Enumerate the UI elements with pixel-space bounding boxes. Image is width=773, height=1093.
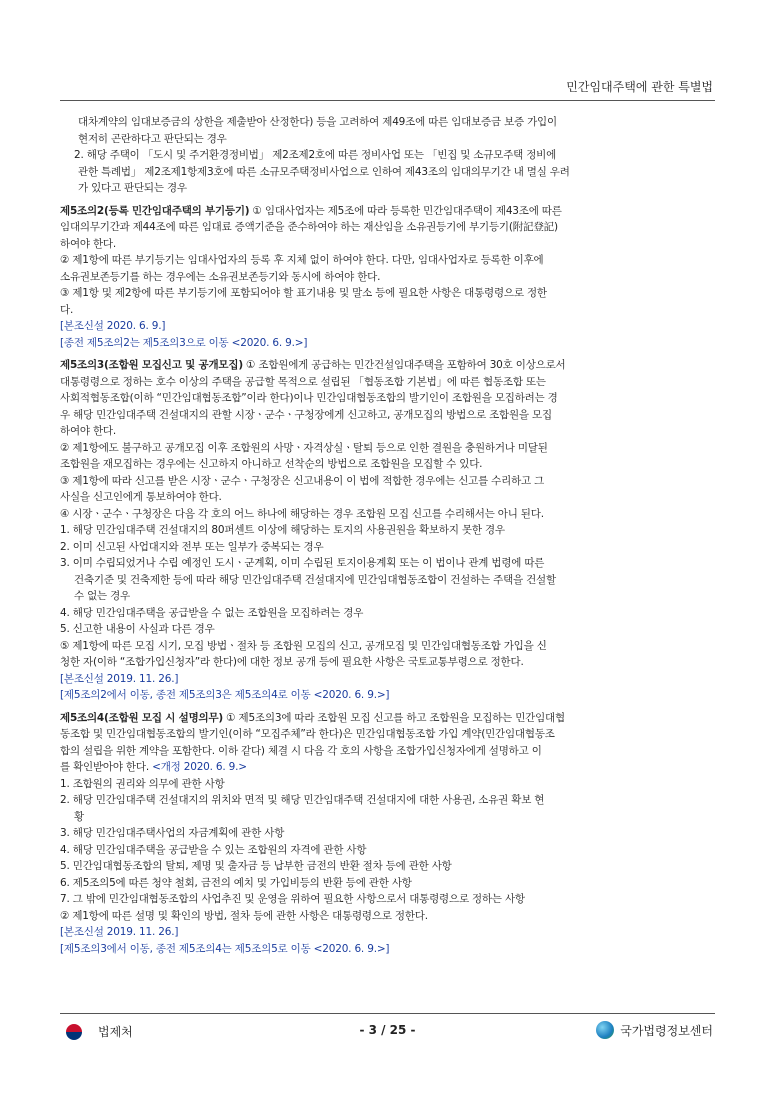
- amendment-note: [60, 687, 720, 704]
- text-line: [60, 219, 720, 236]
- text-line: [60, 759, 720, 776]
- line-text: ① 제5조의3에 따라 조합원 모집 신고를 하고 조합원을 모집하는 민간임대협: [223, 711, 565, 724]
- text-line: [60, 842, 720, 859]
- amendment-date: <개정 2020. 6. 9.>: [148, 761, 247, 773]
- text-line: [60, 792, 720, 809]
- line-text: 현저히 곤란하다고 판단되는 경우: [78, 132, 227, 145]
- text-line: [60, 605, 720, 622]
- line-text: 하여야 한다.: [60, 237, 116, 250]
- text-line: [60, 489, 720, 506]
- text-line: [60, 180, 720, 197]
- amendment-note: [60, 941, 720, 958]
- line-text: 사실을 신고인에게 통보하여야 한다.: [60, 491, 222, 503]
- line-text: ② 제1항에 따른 부기등기는 임대사업자의 등록 후 지체 없이 하여야 한다. 다만, 임대사업자로 등록한 이후에: [60, 254, 544, 266]
- line-text: 다.: [60, 303, 74, 316]
- text-line: [60, 407, 720, 424]
- text-line: [60, 473, 720, 490]
- text-line: [60, 147, 720, 164]
- text-line: [60, 809, 720, 826]
- line-text: [제5조의3에서 이동, 종전 제5조의4는 제5조의5로 이동 <2020. 6. 9.>]: [60, 942, 390, 955]
- line-text: 대차계약의 임대보증금의 상한을 제출받아 산정한다) 등을 고려하여 제49조에 따른 임대보증금 보증 가입이: [78, 116, 557, 128]
- line-text: 사회적협동조합(이하 “민간임대협동조합”이라 한다)이나 민간임대협동조합의 발기인이 조합원을 모집하려는 경: [60, 392, 558, 404]
- text-line: [60, 522, 720, 539]
- line-text: 동조합 및 민간임대협동조합의 발기인(이하 “모집주체”라 한다)은 민간임대협동조합 가입 계약(민간임대협동조: [60, 728, 555, 740]
- article-heading-line: [60, 357, 720, 374]
- line-text: [제5조의2에서 이동, 종전 제5조의3은 제5조의4로 이동 <2020. 6. 9.>]: [60, 689, 390, 701]
- line-text: [종전 제5조의2는 제5조의3으로 이동 <2020. 6. 9.>]: [60, 336, 308, 349]
- article-heading-line: [60, 710, 720, 727]
- text-line: [60, 390, 720, 407]
- text-line: [60, 638, 720, 655]
- text-line: [60, 269, 720, 286]
- line-text: 수 없는 경우: [74, 590, 130, 602]
- line-text: 5. 신고한 내용이 사실과 다른 경우: [60, 623, 215, 635]
- text-line: [60, 891, 720, 908]
- line-text: 황: [74, 810, 84, 823]
- footer-right: [596, 1021, 713, 1039]
- text-line: [60, 555, 720, 572]
- document-title: 민간임대주택에 관한 특별법: [566, 80, 713, 94]
- line-text: 6. 제5조의5에 따른 청약 철회, 금전의 예치 및 가입비등의 반환 등에 관한 사항: [60, 876, 412, 889]
- amendment-note: [60, 318, 720, 335]
- text-line: [60, 858, 720, 875]
- line-text: ⑤ 제1항에 따른 모집 시기, 모집 방법ㆍ절차 등 조합원 모집의 신고, 공개모집 및 민간임대협동조합 가입을 신: [60, 639, 547, 652]
- page-header: [60, 78, 715, 101]
- footer-center-label: 국가법령정보센터: [620, 1023, 713, 1038]
- text-line: [60, 236, 720, 253]
- line-text: 건축기준 및 건축제한 등에 따라 해당 민간임대주택 건설대지에 민간임대협동조합이 건설하는 주택을 건설할: [74, 573, 556, 586]
- line-text: ② 제1항에도 불구하고 공개모집 이후 조합원의 사망ㆍ자격상실ㆍ탈퇴 등으로 인한 결원을 충원하거나 미달된: [60, 441, 548, 454]
- line-text: 우 해당 민간임대주택 건설대지의 관할 시장ㆍ군수ㆍ구청장에게 신고하고, 공개모집의 방법으로 조합원을 모집: [60, 408, 552, 421]
- text-line: [60, 506, 720, 523]
- text-line: [60, 539, 720, 556]
- globe-logo-icon: [596, 1021, 614, 1039]
- line-text: 4. 해당 민간임대주택을 공급받을 수 없는 조합원을 모집하려는 경우: [60, 606, 364, 619]
- line-text: 3. 해당 민간임대주택사업의 자금계획에 관한 사항: [60, 827, 285, 839]
- text-line: [60, 621, 720, 638]
- text-line: [60, 164, 720, 181]
- text-line: [60, 456, 720, 473]
- line-text: [본조신설 2020. 6. 9.]: [60, 320, 166, 332]
- text-line: [60, 743, 720, 760]
- text-line: [60, 440, 720, 457]
- line-text: ① 조합원에게 공급하는 민간건설임대주택을 포함하여 30호 이상으로서: [242, 359, 566, 371]
- text-line: [60, 726, 720, 743]
- text-line: [60, 285, 720, 302]
- page-footer: [60, 1013, 715, 1048]
- line-text: 5. 민간임대협동조합의 탈퇴, 제명 및 출자금 등 납부한 금전의 반환 절차 등에 관한 사항: [60, 860, 452, 872]
- text-line: [60, 572, 720, 589]
- text-line: [60, 423, 720, 440]
- text-line: [60, 776, 720, 793]
- text-line: [60, 588, 720, 605]
- line-text: 합의 설립을 위한 계약을 포함한다. 이하 같다) 체결 시 다음 각 호의 사항을 조합가입신청자에게 설명하고 이: [60, 744, 542, 757]
- text-line: [60, 825, 720, 842]
- line-text: ③ 제1항에 따라 신고를 받은 시장ㆍ군수ㆍ구청장은 신고내용이 이 법에 적합한 경우에는 신고를 수리하고 그: [60, 474, 545, 487]
- text-line: [60, 875, 720, 892]
- article-title: 제5조의2(등록 민간임대주택의 부기등기): [60, 204, 250, 217]
- article-title: 제5조의4(조합원 모집 시 설명의무): [60, 711, 224, 724]
- line-text: 3. 이미 수립되었거나 수립 예정인 도시ㆍ군계획, 이미 수립된 토지이용계획 또는 이 법이나 관계 법령에 따른: [60, 557, 545, 569]
- text-line: [60, 908, 720, 925]
- line-text: 조합원을 재모집하는 경우에는 신고하지 아니하고 선착순의 방법으로 조합원을 모집할 수 있다.: [60, 458, 483, 470]
- text-line: [60, 374, 720, 391]
- line-text: [본조신설 2019. 11. 26.]: [60, 926, 179, 938]
- text-line: [60, 654, 720, 671]
- line-text: 2. 해당 주택이 「도시 및 주거환경정비법」 제2조제2호에 따른 정비사업 또는 「빈집 및 소규모주택 정비에: [74, 149, 557, 161]
- amendment-note: [60, 924, 720, 941]
- document-body: [60, 114, 720, 957]
- line-text: 2. 이미 신고된 사업대지와 전부 또는 일부가 중복되는 경우: [60, 540, 324, 553]
- line-text: [본조신설 2019. 11. 26.]: [60, 672, 179, 685]
- line-text: ③ 제1항 및 제2항에 따른 부기등기에 포함되어야 할 표기내용 및 말소 등에 필요한 사항은 대통령령으로 정한: [60, 287, 547, 299]
- line-text: 2. 해당 민간임대주택 건설대지의 위치와 면적 및 해당 민간임대주택 건설대지에 대한 사용권, 소유권 확보 현: [60, 794, 545, 806]
- line-text: 관한 특례법」 제2조제1항제3호에 따른 소규모주택정비사업으로 인하여 제43조의 임대의무기간 내 멸실 우려: [78, 165, 570, 178]
- text-line: [60, 302, 720, 319]
- text-line: [60, 114, 720, 131]
- line-text: 를 확인받아야 한다.: [60, 761, 149, 773]
- line-text: 1. 해당 민간임대주택 건설대지의 80퍼센트 이상에 해당하는 토지의 사용권원을 확보하지 못한 경우: [60, 524, 505, 536]
- line-text: ① 임대사업자는 제5조에 따라 등록한 민간임대주택이 제43조에 따른: [249, 204, 562, 217]
- line-text: 7. 그 밖에 민간임대협동조합의 사업추진 및 운영을 위하여 필요한 사항으로서 대통령령으로 정하는 사항: [60, 893, 525, 905]
- line-text: 대통령령으로 정하는 호수 이상의 주택을 공급할 목적으로 설립된 「협동조합 기본법」에 따른 협동조합 또는: [60, 375, 546, 388]
- page-number: - 3 / 25 -: [359, 1023, 416, 1037]
- text-line: [60, 131, 720, 148]
- line-text: 1. 조합원의 권리와 의무에 관한 사항: [60, 777, 225, 790]
- line-text: 임대의무기간과 제44조에 따른 임대료 증액기준을 준수하여야 하는 재산임을 소유권등기에 부기등기(附記登記): [60, 221, 558, 233]
- line-text: 4. 해당 민간임대주택을 공급받을 수 있는 조합원의 자격에 관한 사항: [60, 843, 367, 856]
- amendment-note: [60, 671, 720, 688]
- article-heading-line: [60, 203, 720, 220]
- line-text: ② 제1항에 따른 설명 및 확인의 방법, 절차 등에 관한 사항은 대통령령으로 정한다.: [60, 909, 428, 922]
- text-line: [60, 252, 720, 269]
- line-text: 하여야 한다.: [60, 425, 116, 437]
- line-text: 가 있다고 판단되는 경우: [78, 182, 187, 194]
- article-title: 제5조의3(조합원 모집신고 및 공개모집): [60, 359, 243, 371]
- line-text: ④ 시장ㆍ군수ㆍ구청장은 다음 각 호의 어느 하나에 해당하는 경우 조합원 모집 신고를 수리해서는 아니 된다.: [60, 507, 544, 520]
- line-text: 소유권보존등기를 하는 경우에는 소유권보존등기와 동시에 하여야 한다.: [60, 270, 381, 283]
- amendment-note: [60, 335, 720, 352]
- line-text: 청한 자(이하 “조합가입신청자”라 한다)에 대한 정보 공개 등에 필요한 사항은 국토교통부령으로 정한다.: [60, 656, 524, 668]
- footer-org-label: 법제처: [98, 1025, 133, 1039]
